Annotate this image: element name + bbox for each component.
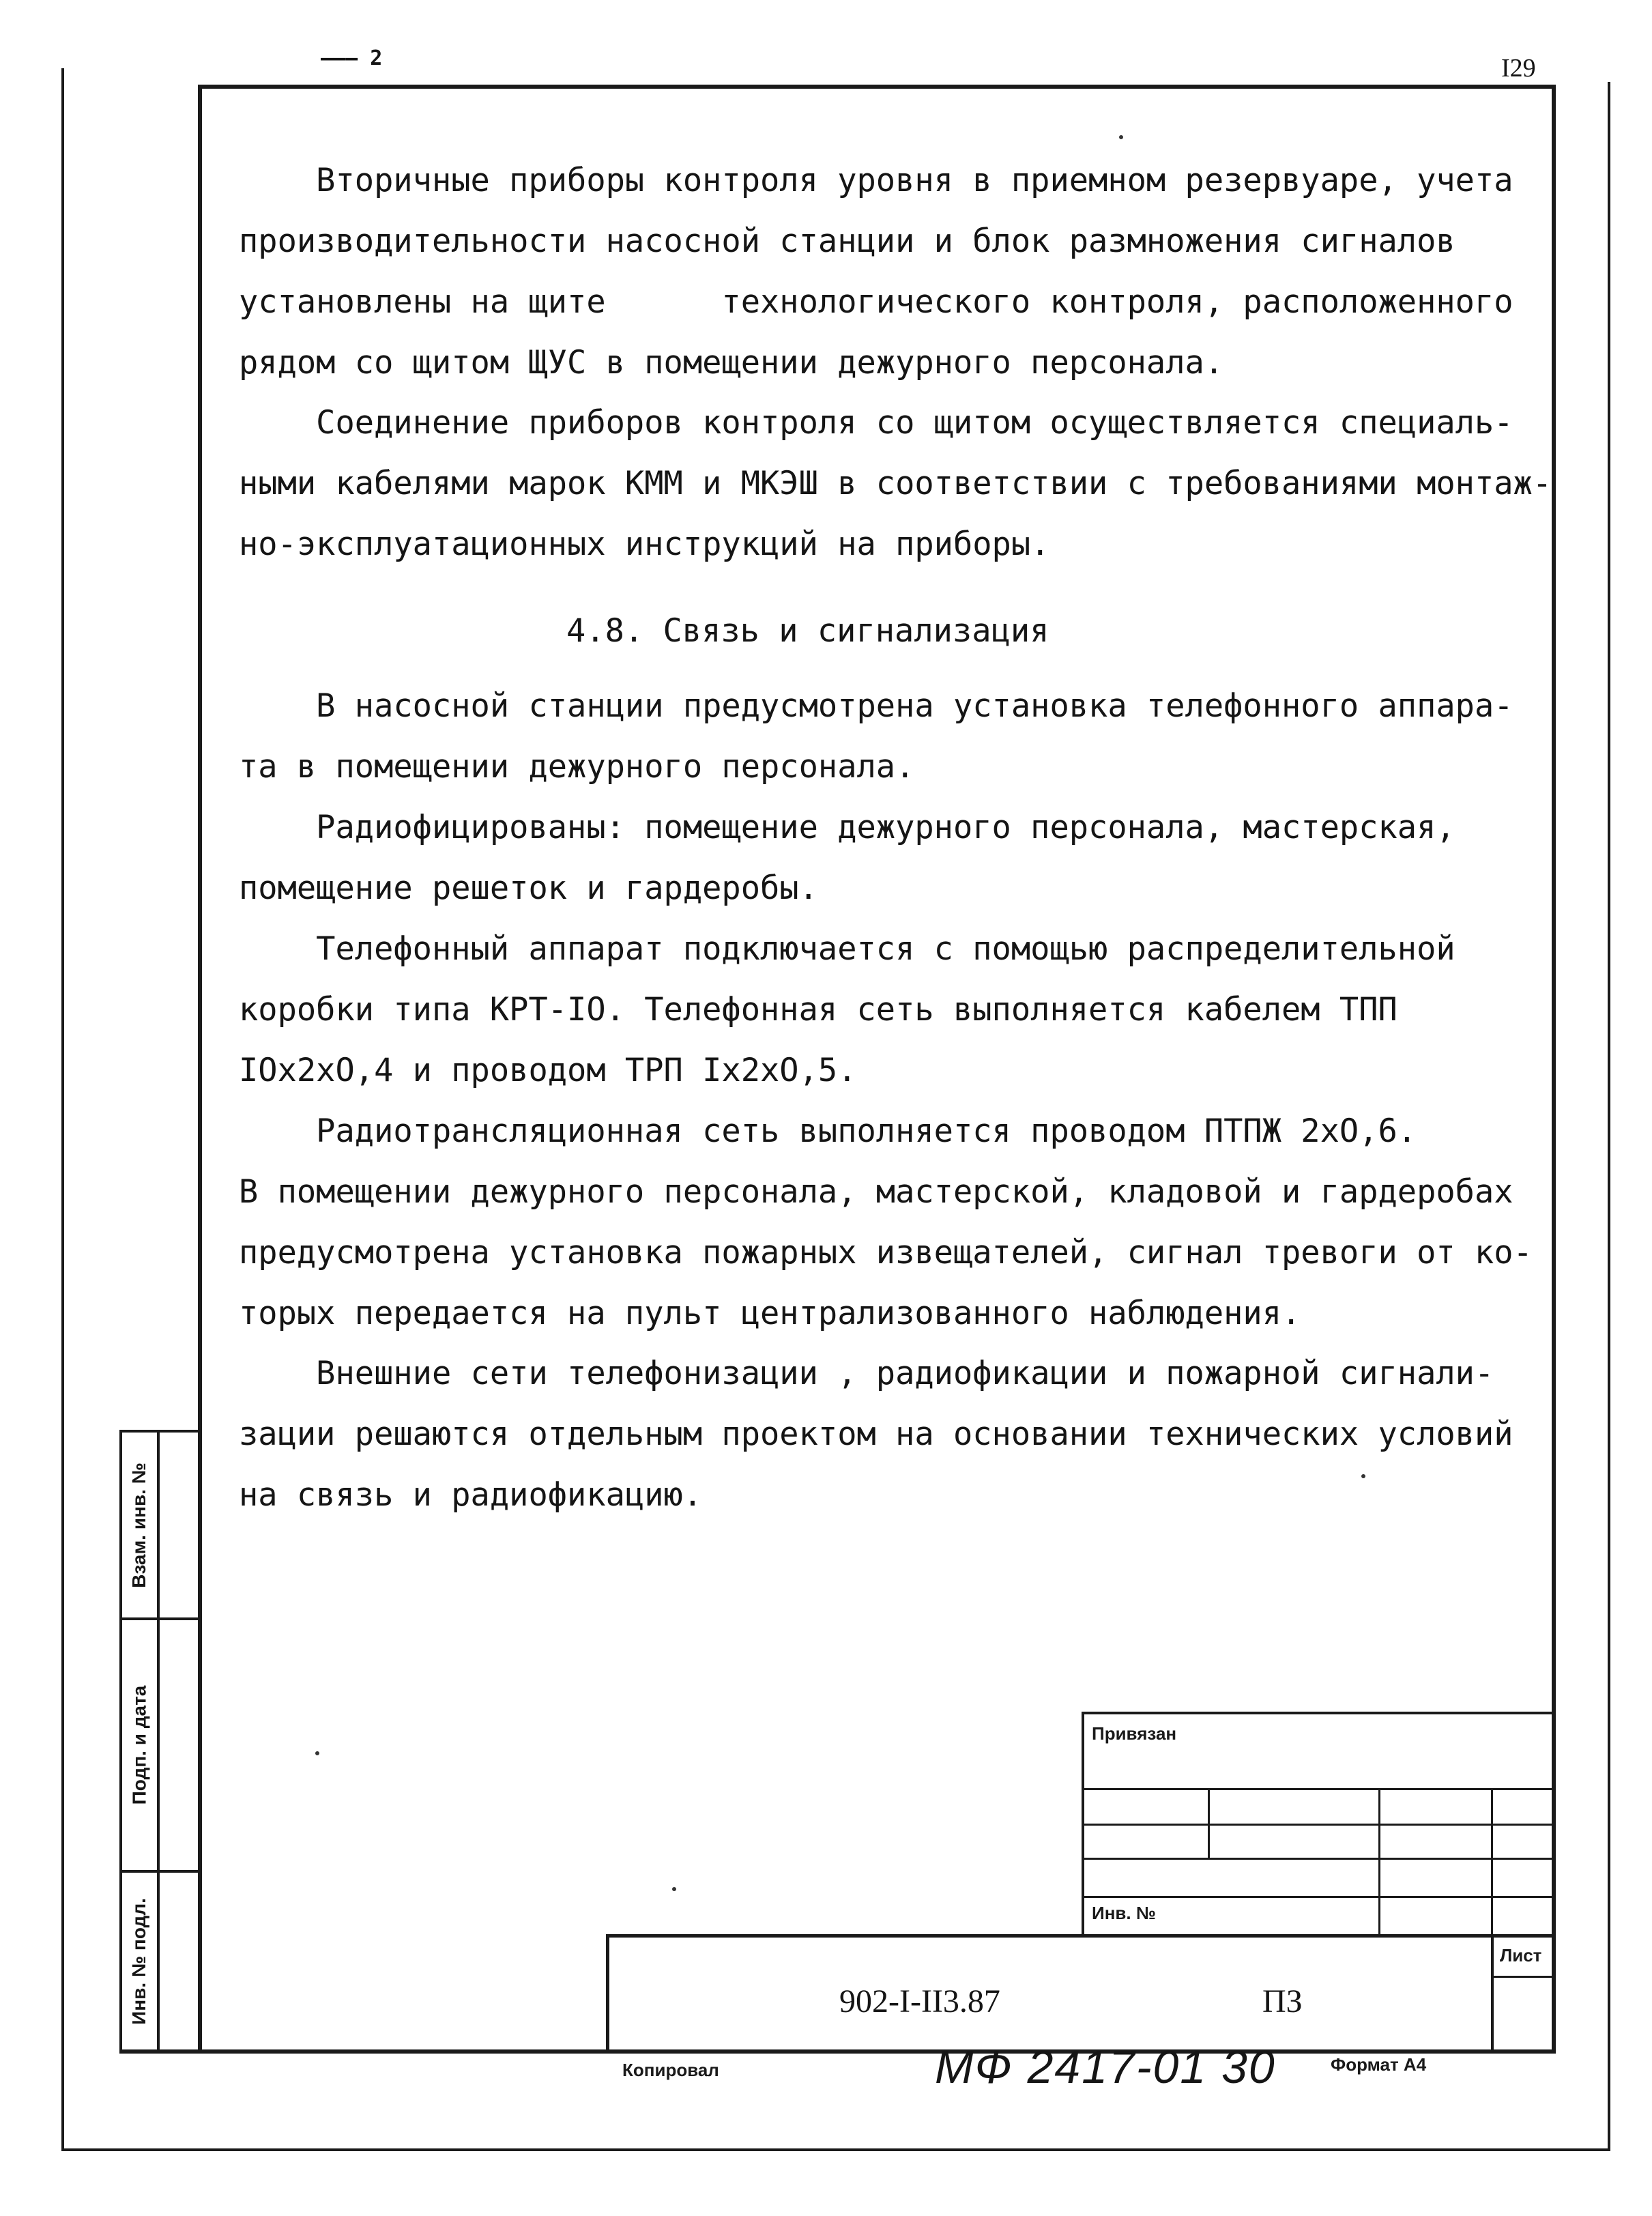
document-code: 902-I-II3.87 bbox=[839, 1983, 1000, 2019]
paragraph-phone-network bbox=[239, 919, 1522, 1101]
text-line: Радиофицированы: помещение дежурного персонала, мастерская, bbox=[239, 809, 1455, 846]
tb-col-2 bbox=[1378, 1788, 1380, 1935]
paragraph-external-networks bbox=[239, 1343, 1522, 1525]
side-stamp-label: Инв. № подл. bbox=[128, 1897, 150, 2025]
document-type: ПЗ bbox=[1262, 1983, 1303, 2019]
side-stamp-label: Взам. инв. № bbox=[128, 1462, 150, 1588]
tb-main-left bbox=[606, 1934, 609, 2052]
tb-privyazan-top bbox=[1082, 1712, 1556, 1714]
paragraph-cable-connection bbox=[239, 392, 1552, 575]
text-line: торых передается на пульт централизованного наблюдения. bbox=[239, 1295, 1301, 1332]
tb-row-4 bbox=[1082, 1896, 1556, 1898]
text-line: производительности насосной станции и блок размножения сигналов bbox=[239, 222, 1455, 260]
sheet-label: Лист bbox=[1500, 1945, 1542, 1966]
outer-frame-left bbox=[61, 68, 64, 2150]
handwritten-archive-code: МФ 2417-01 30 bbox=[935, 2041, 1276, 2093]
sheet-number-partial: I29 bbox=[1501, 54, 1536, 83]
side-stamp-label: Подп. и дата bbox=[128, 1685, 150, 1805]
text-line: В помещении дежурного персонала, мастерской, кладовой и гардеробах bbox=[239, 1173, 1513, 1211]
text-line: Радиотрансляционная сеть выполняется проводом ПТПЖ 2хО,6. bbox=[239, 1112, 1417, 1150]
text-line: установлены на щите технологического контроля, расположенного bbox=[239, 283, 1513, 321]
inner-frame-bottom bbox=[119, 2049, 1556, 2054]
tb-col-3 bbox=[1491, 1788, 1493, 1935]
text-line: Внешние сети телефонизации , радиофикации и пожарной сигнали- bbox=[239, 1355, 1494, 1392]
text-line: рядом со щитом ЩУС в помещении дежурного персонала. bbox=[239, 344, 1224, 382]
paragraph-telephone bbox=[239, 676, 1522, 797]
copied-label: Копировал bbox=[622, 2060, 719, 2080]
tb-row-1 bbox=[1082, 1788, 1556, 1790]
text-line: предусмотрена установка пожарных извещателей, сигнал тревоги от ко- bbox=[239, 1234, 1533, 1271]
side-stamp-cell-sign-date bbox=[120, 1620, 158, 1870]
side-stamp-cell-original-inv bbox=[120, 1873, 158, 2049]
paragraph-fire-alarm bbox=[239, 1101, 1533, 1344]
tb-main-top bbox=[606, 1934, 1556, 1938]
text-line: коробки типа КРТ-IO. Телефонная сеть выполняется кабелем ТПП bbox=[239, 991, 1397, 1028]
top-left-fragment: ——— 2 bbox=[321, 46, 383, 70]
side-stamp-cell-replace-inv bbox=[120, 1433, 158, 1617]
scan-speck bbox=[315, 1751, 319, 1755]
text-line: на связь и радиофикацию. bbox=[239, 1476, 703, 1514]
format-label: Формат А4 bbox=[1331, 2054, 1427, 2075]
inv-number-label: Инв. № bbox=[1092, 1903, 1156, 1923]
tb-row-3 bbox=[1082, 1858, 1556, 1860]
text-line: та в помещении дежурного персонала. bbox=[239, 748, 915, 786]
text-line: Вторичные приборы контроля уровня в приемном резервуаре, учета bbox=[239, 162, 1513, 199]
scan-speck bbox=[672, 1887, 676, 1891]
inner-frame-right bbox=[1552, 85, 1556, 2054]
text-line: В насосной станции предусмотрена установка телефонного аппара- bbox=[239, 687, 1513, 725]
tb-main-right bbox=[1491, 1934, 1494, 2052]
text-line: но-эксплуатационных инструкций на приборы. bbox=[239, 526, 1050, 563]
inner-frame-top bbox=[198, 85, 1556, 89]
outer-frame-right bbox=[1608, 82, 1610, 2150]
text-line: зации решаются отдельным проектом на основании технических условий bbox=[239, 1415, 1513, 1453]
text-line: ными кабелями марок КММ и МКЭШ в соответствии с требованиями монтаж- bbox=[239, 465, 1552, 502]
scan-speck bbox=[1361, 1474, 1365, 1478]
text-line: помещение решеток и гардеробы. bbox=[239, 869, 818, 907]
text-line: Соединение приборов контроля со щитом осуществляется специаль- bbox=[239, 404, 1513, 442]
paragraph-radio bbox=[239, 797, 1522, 919]
text-line: Телефонный аппарат подключается с помощью распределительной bbox=[239, 930, 1455, 968]
outer-frame-bottom bbox=[61, 2148, 1610, 2151]
paragraph-secondary-instruments bbox=[239, 150, 1522, 393]
section-heading: 4.8. Связь и сигнализация bbox=[566, 612, 1049, 650]
scan-speck bbox=[1119, 135, 1123, 139]
tb-sheet-sep bbox=[1491, 1976, 1556, 1978]
inner-frame-left bbox=[198, 85, 202, 2054]
tb-col-1 bbox=[1208, 1788, 1210, 1860]
text-line: IOх2хО,4 и проводом ТРП Iх2хО,5. bbox=[239, 1052, 857, 1089]
tb-row-2 bbox=[1082, 1824, 1556, 1826]
privyazan-label: Привязан bbox=[1092, 1723, 1177, 1744]
